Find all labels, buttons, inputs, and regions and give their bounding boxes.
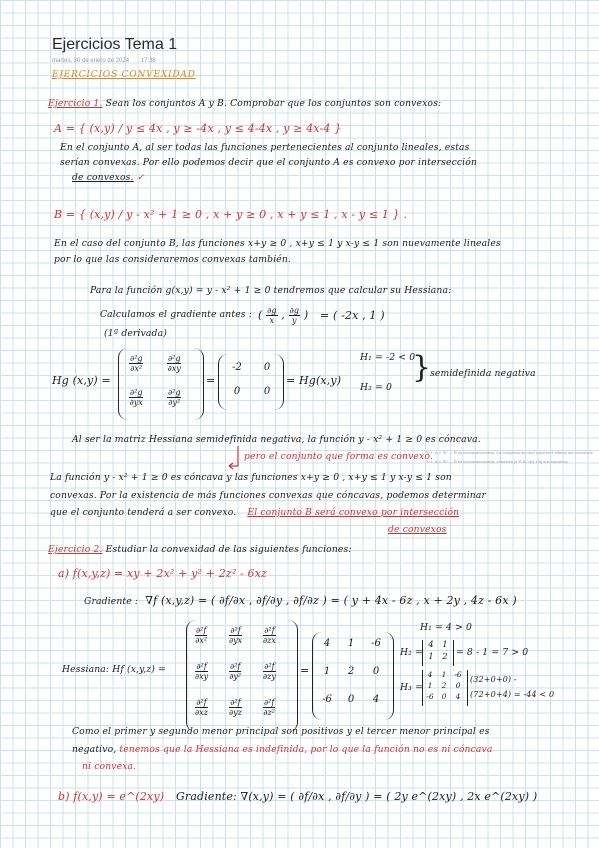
ej2-minors-line-3: ni convexa.	[82, 761, 137, 772]
side-note-1: Si f : A ⊂ ℝⁿ → ℝ es cóncava/convexa, los conjuntos de nivel superior e inferior son convexos	[426, 450, 593, 455]
hessian-symbolic-matrix: $\frac{\text{∂²g}}{\text{∂x²}}$ $\frac{\text{∂²g}}{\partial xy}$ $\frac{\text{∂²g}}{\partial yx}$ $\frac{\text{∂²g}}{\text{∂y²}}$	[118, 348, 204, 420]
set-a-line-1: En el conjunto A, al ser todas las funciones pertenecientes al conjunto lineales, estas	[60, 142, 470, 153]
ej2-label: Ejercicio 2.	[48, 544, 103, 555]
ej1-statement: Sean los conjuntos A y B. Comprobar que los conjuntos son convexos:	[105, 98, 442, 109]
final-line-2: convexas. Por la existencia de más funciones convexas que cóncavas, podemos determinar	[50, 490, 487, 501]
ej2-minors-line-1: Como el primer y segundo menor principal son positivos y el tercer menor principal es	[72, 726, 490, 737]
set-b-line-3: Para la función g(x,y) = y - x² + 1 ≥ 0 tendremos que calcular su Hessiana:	[90, 285, 452, 296]
ej2-minor-h2: H₂ =	[400, 647, 423, 658]
ej2-h3-calc-2: (72+0+4) = -44 < 0	[470, 690, 555, 699]
set-b: B = { (x,y) / y - x² + 1 ≥ 0 , x + y ≥ 0 , x + y ≤ 1 , x - y ≤ 1 } .	[54, 208, 408, 221]
red-note: pero el conjunto que forma es convexo.	[244, 451, 433, 462]
page-title: Ejercicios Tema 1	[52, 36, 178, 53]
set-a-line-2: serían convexas. Por ello podemos decir que el conjunto A es convexo por intersección	[60, 157, 478, 168]
ej2-h3-determinant: 4 1 -6 1 2 0 -6 0 4	[422, 670, 468, 706]
ej1-label: Ejercicio 1.	[48, 98, 103, 109]
ej2-minor-h3: H₃ =	[400, 682, 423, 693]
ej1-conclusion: Al ser la matriz Hessiana semidefinida negativa, la función y - x² + 1 ≥ 0 es cóncava.	[72, 434, 481, 445]
page-time: 17:38	[140, 58, 156, 64]
ej2-h3-calc-1: (32+0+0) -	[470, 675, 517, 684]
ej2-a-gradient: Gradiente : ∇f (x,y,z) = ( ∂f/∂x , ∂f/∂y , ∂f/∂z ) = ( y + 4x - 6z , x + 2y , 4z - 6x )	[84, 594, 517, 607]
gradient-vector: ( $\frac{\partial g}{x}$ , $\frac{\partial g}{y}$ )	[258, 306, 309, 325]
gradient-intro: Calculamos el gradiente antes :	[100, 309, 252, 320]
ej2-b-function: b) f(x,y) = e^(2xy)	[58, 790, 165, 803]
ej2-statement: Estudiar la convexidad de las siguientes funciones:	[105, 544, 352, 555]
ej2-heading	[48, 544, 352, 555]
ej2-hessian-values: 4 1 -6 1 2 0 -6 0 4	[312, 632, 394, 720]
check-mark-icon: ✓	[136, 172, 145, 183]
final-red-line-2: de convexos	[388, 524, 447, 535]
derivative-note: (1ª derivada)	[104, 328, 167, 339]
set-b-line-1: En el caso del conjunto B, las funciones x+y ≥ 0 , x+y ≤ 1 y x-y ≤ 1 son nuevamente lineales	[54, 238, 501, 249]
ej2-a-function: a) f(x,y,z) = xy + 2x² + y² + 2z² - 6xz	[58, 567, 268, 580]
minor-h2: H₂ = 0	[360, 382, 392, 393]
gradient-result: = ( -2x , 1 )	[320, 309, 385, 322]
set-b-line-2: por lo que las consideraremos convexas también.	[54, 254, 292, 265]
ej1-heading	[48, 98, 441, 109]
ej2-h2-result: = 8 - 1 = 7 > 0	[456, 647, 529, 658]
final-line-3: que el conjunto tenderá a ser convexo. El conjunto B será convexo por intersección	[50, 507, 460, 518]
annotation-arrow-icon	[226, 444, 242, 472]
section-title: EJERCICIOS CONVEXIDAD	[52, 70, 196, 80]
ej2-hessian-symbolic: $\frac{\text{∂²f}}{\text{∂x²}}$ $\frac{\text{∂²f}}{\partial yx}$ $\frac{\text{∂²f}}{\partial zx}$ $\frac{\text{∂²f}}{\partial xy}$ $\frac{\text{∂²f}}{\text{∂y²}}$ $\frac{\text{∂²f}}{\partial zy}$ $\frac{\text{∂²f}}{\partial xz}$ $\frac{\text{∂²f}}{\partial yz}$ $\frac{\text{∂²f}}{\text{∂z²}}$	[186, 620, 298, 732]
final-line-1: La función y - x² + 1 ≥ 0 es cóncava y las funciones x+y ≥ 0 , x+y ≤ 1 y x-y ≤ 1 son	[50, 472, 452, 483]
set-a: A = { (x,y) / y ≤ 4x , y ≥ -4x , y ≤ 4-4x , y ≥ 4x-4 }	[54, 122, 342, 135]
ej2-minor-h1: H₁ = 4 > 0	[420, 622, 472, 633]
minor-h1: H₁ = -2 < 0	[360, 352, 416, 363]
hessian-value-matrix: -2 0 0 0	[218, 354, 284, 410]
set-a-line-3: de convexos. ✓	[72, 172, 145, 183]
hessian-eq: = Hg(x,y)	[286, 374, 342, 387]
ej2-b-gradient: Gradiente: ∇(x,y) = ( ∂f/∂x , ∂f/∂y ) = ( 2y e^(2xy) , 2x e^(2xy) )	[176, 790, 538, 803]
ej2-hessian-label: Hessiana: Hf (x,y,z) =	[62, 664, 166, 675]
side-note-2: Si f : A ⊂ ℝⁿ → ℝ es cóncava/convexa, entonces {x ∈ A / f(x) ≥ a} son convexos	[426, 459, 568, 464]
ej2-minors-line-2: negativo, tenemos que la Hessiana es indefinida, por lo que la función no es ni cóncava	[72, 744, 493, 755]
ej2-h2-determinant: 4 1 1 2	[422, 640, 454, 666]
semidefinite-label: semidefinida negativa	[430, 368, 536, 379]
page-meta	[52, 58, 166, 64]
hessian-label: Hg (x,y) =	[52, 374, 111, 387]
page-date: martes, 30 de enero de 2024	[52, 58, 130, 64]
